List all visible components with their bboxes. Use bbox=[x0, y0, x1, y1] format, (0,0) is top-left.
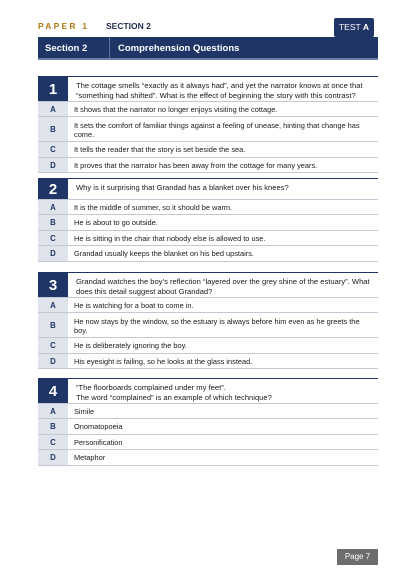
question-text: Why is it surprising that Grandad has a blanket over his knees? bbox=[76, 183, 289, 192]
answer-option-d[interactable] bbox=[38, 450, 378, 465]
question-number: 1 bbox=[38, 77, 68, 101]
test-prefix: TEST bbox=[338, 22, 361, 32]
option-letter: A bbox=[38, 102, 68, 116]
question-number: 3 bbox=[38, 273, 68, 297]
option-text: He is about to go outside. bbox=[74, 218, 158, 228]
option-text: Onomatopoeia bbox=[74, 422, 123, 432]
answer-option-a[interactable] bbox=[38, 102, 378, 117]
option-text: Metaphor bbox=[74, 453, 106, 463]
option-text: It sets the comfort of familiar things against a feeling of unease, hinting that change has come. bbox=[74, 120, 360, 139]
option-letter: D bbox=[38, 450, 68, 464]
answer-option-c[interactable] bbox=[38, 142, 378, 157]
question-header bbox=[38, 178, 378, 200]
option-text: Grandad usually keeps the blanket on his bed upstairs. bbox=[74, 249, 254, 259]
option-text: He is watching for a boat to come in. bbox=[74, 301, 194, 310]
option-letter: A bbox=[38, 298, 68, 312]
option-text: It tells the reader that the story is set beside the sea. bbox=[74, 145, 246, 155]
option-text: His eyesight is failing, so he looks at the glass instead. bbox=[74, 356, 253, 366]
option-letter: A bbox=[38, 200, 68, 214]
option-text: Simile bbox=[74, 407, 95, 416]
answer-option-a[interactable] bbox=[38, 298, 378, 313]
section-divider bbox=[109, 37, 110, 58]
test-badge bbox=[334, 18, 374, 37]
option-letter: A bbox=[38, 404, 68, 418]
option-letter: D bbox=[38, 158, 68, 172]
answer-option-c[interactable] bbox=[38, 435, 378, 450]
section-label: SECTION 2 bbox=[106, 21, 151, 31]
option-letter: B bbox=[38, 215, 68, 229]
option-letter: C bbox=[38, 142, 68, 156]
question-header bbox=[38, 378, 378, 404]
answer-option-d[interactable] bbox=[38, 246, 378, 261]
answer-option-c[interactable] bbox=[38, 338, 378, 353]
question-header bbox=[38, 272, 378, 298]
option-letter: C bbox=[38, 231, 68, 245]
answer-option-b[interactable] bbox=[38, 313, 378, 338]
question-number: 4 bbox=[38, 379, 68, 403]
option-text: It shows that the narrator no longer enjoys visiting the cottage. bbox=[74, 105, 278, 114]
option-text: He is deliberately ignoring the boy. bbox=[74, 341, 187, 351]
option-text: It is the middle of summer, so it should be warm. bbox=[74, 203, 233, 212]
question-2 bbox=[38, 178, 378, 262]
question-text: “The floorboards complained under my feet”. The word “complained” is an example of which technique? bbox=[76, 383, 272, 402]
question-3 bbox=[38, 272, 378, 369]
option-letter: D bbox=[38, 354, 68, 368]
section-title-bar bbox=[38, 37, 378, 60]
section-name: Section 2 bbox=[45, 43, 88, 54]
option-text: He now stays by the window, so the estuary is always before him even as he greets the boy. bbox=[74, 316, 360, 335]
option-letter: D bbox=[38, 246, 68, 260]
question-text: The cottage smells “exactly as it always had”, and yet the narrator knows at once that “something had shifted”. What is the effect of beginning the story with this contrast? bbox=[76, 81, 363, 100]
option-text: It proves that the narrator has been away from the cottage for many years. bbox=[74, 160, 318, 170]
section-subtitle: Comprehension Questions bbox=[118, 43, 240, 54]
option-letter: C bbox=[38, 338, 68, 352]
answer-option-d[interactable] bbox=[38, 354, 378, 369]
answer-option-b[interactable] bbox=[38, 419, 378, 434]
option-letter: B bbox=[38, 117, 68, 141]
answer-option-a[interactable] bbox=[38, 200, 378, 215]
question-4 bbox=[38, 378, 378, 466]
option-letter: B bbox=[38, 419, 68, 433]
page-number: Page 7 bbox=[337, 549, 378, 565]
answer-option-d[interactable] bbox=[38, 158, 378, 173]
option-letter: B bbox=[38, 313, 68, 337]
option-text: Personification bbox=[74, 437, 123, 447]
answer-option-c[interactable] bbox=[38, 231, 378, 246]
question-text: Grandad watches the boy’s reflection “layered over the grey shine of the estuary”. What does this detail suggest about Grandad? bbox=[76, 277, 370, 296]
question-header bbox=[38, 76, 378, 102]
option-letter: C bbox=[38, 435, 68, 449]
option-text: He is sitting in the chair that nobody else is allowed to use. bbox=[74, 233, 266, 243]
question-number: 2 bbox=[38, 179, 68, 199]
answer-option-a[interactable] bbox=[38, 404, 378, 419]
answer-option-b[interactable] bbox=[38, 117, 378, 142]
answer-option-b[interactable] bbox=[38, 215, 378, 230]
paper-label: PAPER 1 bbox=[38, 21, 90, 31]
test-letter: A bbox=[362, 22, 370, 32]
question-1 bbox=[38, 76, 378, 173]
